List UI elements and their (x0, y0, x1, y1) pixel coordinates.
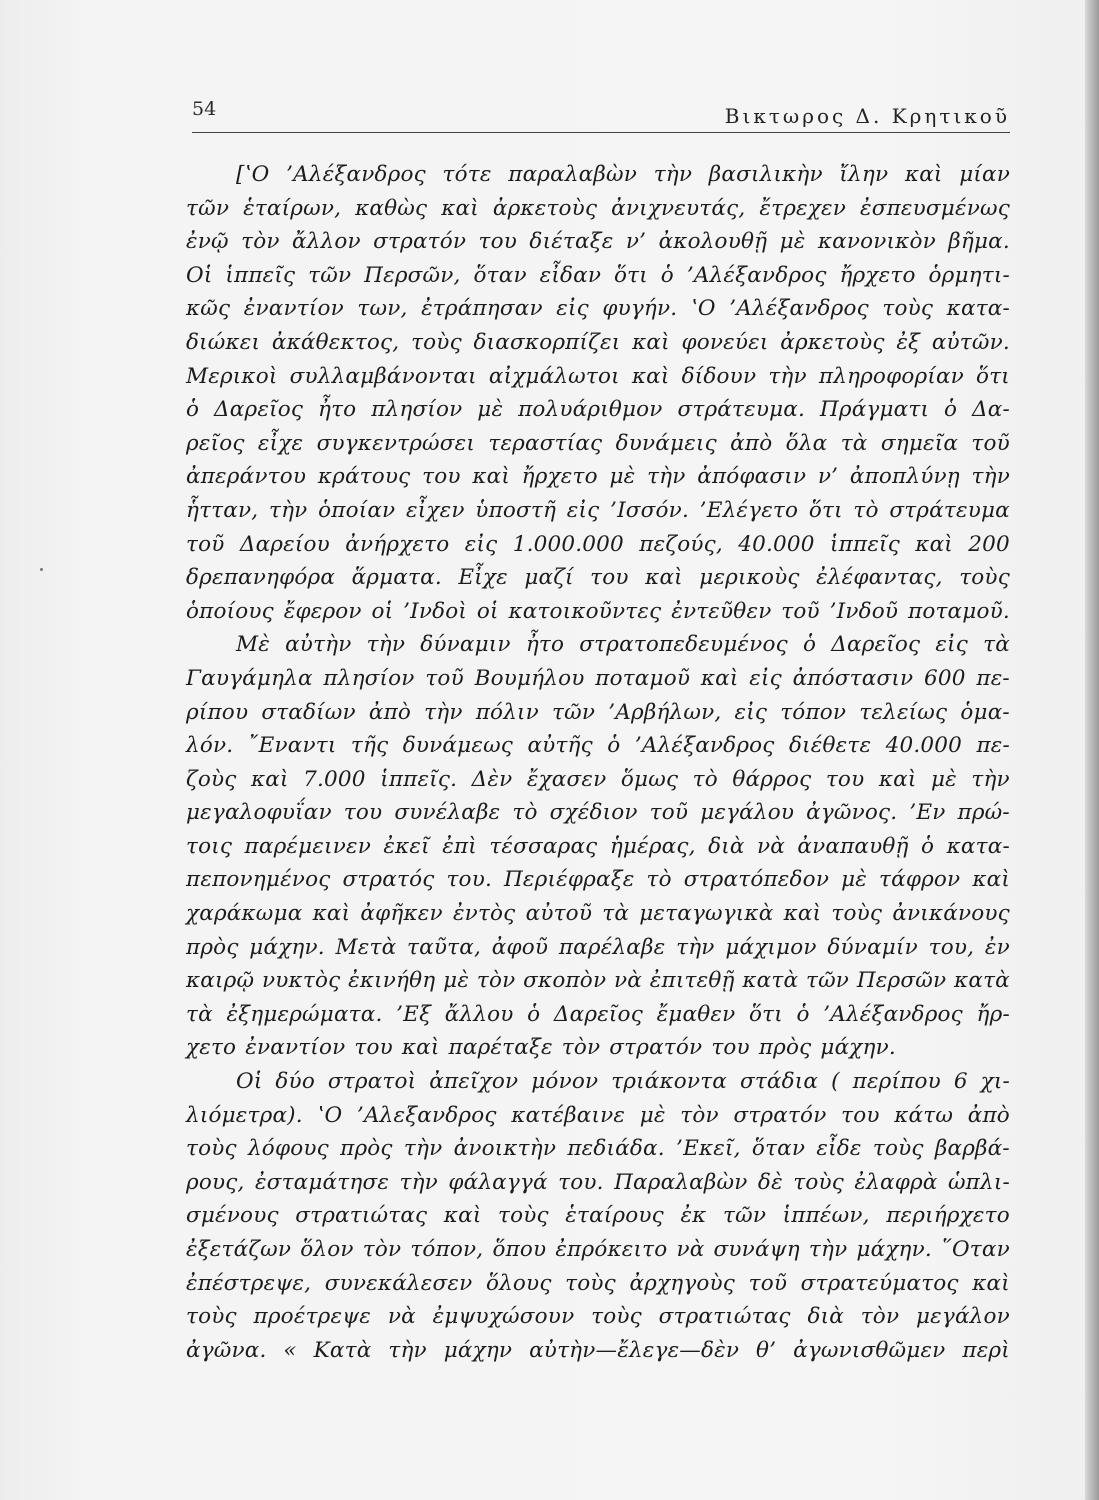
text-line: δρεπανηφόρα ἅρματα. Εἶχε μαζί του καὶ μερικοὺς ἐλέφαντας, τοὺς (186, 565, 1010, 591)
text-line: πρὸς μάχην. Μετὰ ταῦτα, ἀφοῦ παρέλαβε τὴν μάχιμον δύναμίν του, ἐν (186, 934, 1010, 960)
text-line: τοὺς προέτρεψε νὰ ἐμψυχώσουν τοὺς στρατιώτας διὰ τὸν μεγάλον (186, 1304, 1010, 1330)
text-line: Οἱ ἱππεῖς τῶν Περσῶν, ὅταν εἶδαν ὅτι ὁ ’Αλέξανδρος ἤρχετο ὁρμητι- (186, 262, 1010, 288)
text-line: τοῦ Δαρείου ἀνήρχετο εἰς 1.000.000 πεζούς, 40.000 ἱππεῖς καὶ 200 (186, 531, 1010, 557)
text-line: ἐνῷ τὸν ἄλλον στρατόν του διέταξε ν’ ἀκολουθῇ μὲ κανονικὸν βῆμα. (186, 229, 1010, 255)
text-line: ρίπου σταδίων ἀπὸ τὴν πόλιν τῶν ’Αρβήλων, εἰς τόπον τελείως ὁμα- (186, 699, 1010, 725)
text-line: ἧτταν, τὴν ὁποίαν εἶχεν ὑποστῆ εἰς ’Ισσόν. ’Ελέγετο ὅτι τὸ στράτευμα (186, 497, 1010, 523)
text-line: τῶν ἑταίρων, καθὼς καὶ ἀρκετοὺς ἀνιχνευτάς, ἔτρεχεν ἐσπευσμένως (186, 195, 1010, 221)
text-line: ρους, ἐσταμάτησε τὴν φάλαγγά του. Παραλαβὼν δὲ τοὺς ἐλαφρὰ ὡπλι- (186, 1169, 1010, 1195)
text-line: ὁποίους ἔφερον οἱ ’Ινδοὶ οἱ κατοικοῦντες ἐντεῦθεν τοῦ ’Ινδοῦ ποταμοῦ. (186, 598, 1010, 624)
text-line: Μὲ αὐτὴν τὴν δύναμιν ἦτο στρατοπεδευμένος ὁ Δαρεῖος εἰς τὰ (236, 632, 1010, 658)
text-line: λιόμετρα). ʽΟ ’Αλεξανδρος κατέβαινε μὲ τὸν στρατόν του κάτω ἀπὸ (186, 1102, 1010, 1128)
running-head: Βικτωρος Δ. Κρητικοῦ (724, 104, 1010, 128)
page-number: 54 (192, 98, 217, 120)
text-line: Μερικοὶ συλλαμβάνονται αἰχμάλωτοι καὶ δίδουν τὴν πληροφορίαν ὅτι (186, 363, 1010, 389)
text-line: τοις παρέμεινεν ἐκεῖ ἐπὶ τέσσαρας ἡμέρας, διὰ νὰ ἀναπαυθῇ ὁ κατα- (186, 833, 1010, 859)
text-line: λόν. ῎Εναντι τῆς δυνάμεως αὐτῆς ὁ ’Αλέξανδρος διέθετε 40.000 πε- (186, 733, 1010, 759)
text-line: Γαυγάμηλα πλησίον τοῦ Βουμήλου ποταμοῦ καὶ εἰς ἀπόστασιν 600 πε- (186, 665, 1010, 691)
scan-speck (40, 568, 43, 571)
text-line: ἀγῶνα. « Κατὰ τὴν μάχην αὐτὴν—ἔλεγε—δὲν θ’ ἀγωνισθῶμεν περὶ (186, 1337, 1010, 1363)
text-line: σμένους στρατιώτας καὶ τοὺς ἑταίρους ἐκ τῶν ἱππέων, περιήρχετο (186, 1203, 1010, 1229)
header-rule (192, 132, 1010, 133)
text-line: κῶς ἐναντίον των, ἐτράπησαν εἰς φυγήν. ʽΟ ’Αλέξανδρος τοὺς κατα- (186, 296, 1010, 322)
text-line: ἀπεράντου κράτους του καὶ ἤρχετο μὲ τὴν ἀπόφασιν ν’ ἀποπλύνῃ τὴν (186, 464, 1010, 490)
text-line: ρεῖος εἶχε συγκεντρώσει τεραστίας δυνάμεις ἀπὸ ὅλα τὰ σημεῖα τοῦ (186, 430, 1010, 456)
text-line: ἐξετάζων ὅλον τὸν τόπον, ὅπου ἐπρόκειτο νὰ συνάψη τὴν μάχην. ῞Οταν (186, 1237, 1010, 1262)
text-line: πεπονημένος στρατός του. Περιέφραξε τὸ στρατόπεδον μὲ τάφρον καὶ (186, 867, 1010, 893)
text-line: μεγαλοφυΐαν του συνέλαβε τὸ σχέδιον τοῦ μεγάλου ἀγῶνος. ’Εν πρώ- (186, 800, 1010, 826)
text-line: χετο ἐναντίον του καὶ παρέταξε τὸν στρατόν του πρὸς μάχην. (186, 1035, 896, 1061)
text-line: Οἱ δύο στρατοὶ ἀπεῖχον μόνον τριάκοντα στάδια ( περίπου 6 χι- (236, 1069, 1010, 1095)
page-header (192, 98, 1012, 138)
text-line: ζοὺς καὶ 7.000 ἱππεῖς. Δὲν ἔχασεν ὅμως τὸ θάρρος του καὶ μὲ τὴν (186, 766, 1010, 792)
text-line: διώκει ἀκάθεκτος, τοὺς διασκορπίζει καὶ φονεύει ἀρκετοὺς ἐξ αὐτῶν. (186, 329, 1010, 355)
body-text (186, 158, 1010, 1408)
text-line: τοὺς λόφους πρὸς τὴν ἀνοικτὴν πεδιάδα. ’Εκεῖ, ὅταν εἶδε τοὺς βαρβά- (186, 1136, 1010, 1162)
text-line: καιρῷ νυκτὸς ἐκινήθη μὲ τὸν σκοπὸν νὰ ἐπιτεθῇ κατὰ τῶν Περσῶν κατὰ (186, 968, 1010, 994)
text-line: ἐπέστρεψε, συνεκάλεσεν ὅλους τοὺς ἀρχηγοὺς τοῦ στρατεύματος καὶ (186, 1270, 1010, 1296)
text-line: χαράκωμα καὶ ἀφῆκεν ἐντὸς αὐτοῦ τὰ μεταγωγικὰ καὶ τοὺς ἀνικάνους (186, 901, 1010, 927)
text-line: τὰ ἐξημερώματα. ’Εξ ἄλλου ὁ Δαρεῖος ἔμαθεν ὅτι ὁ ’Αλέξανδρος ἤρ- (186, 1001, 1010, 1027)
page-edge-shadow (1085, 0, 1099, 1500)
text-line: [ʽΟ ’Αλέξανδρος τότε παραλαβὼν τὴν βασιλικὴν ἴλην καὶ μίαν (236, 162, 1010, 187)
text-line: ὁ Δαρεῖος ἦτο πλησίον μὲ πολυάριθμον στράτευμα. Πράγματι ὁ Δα- (186, 397, 1010, 423)
